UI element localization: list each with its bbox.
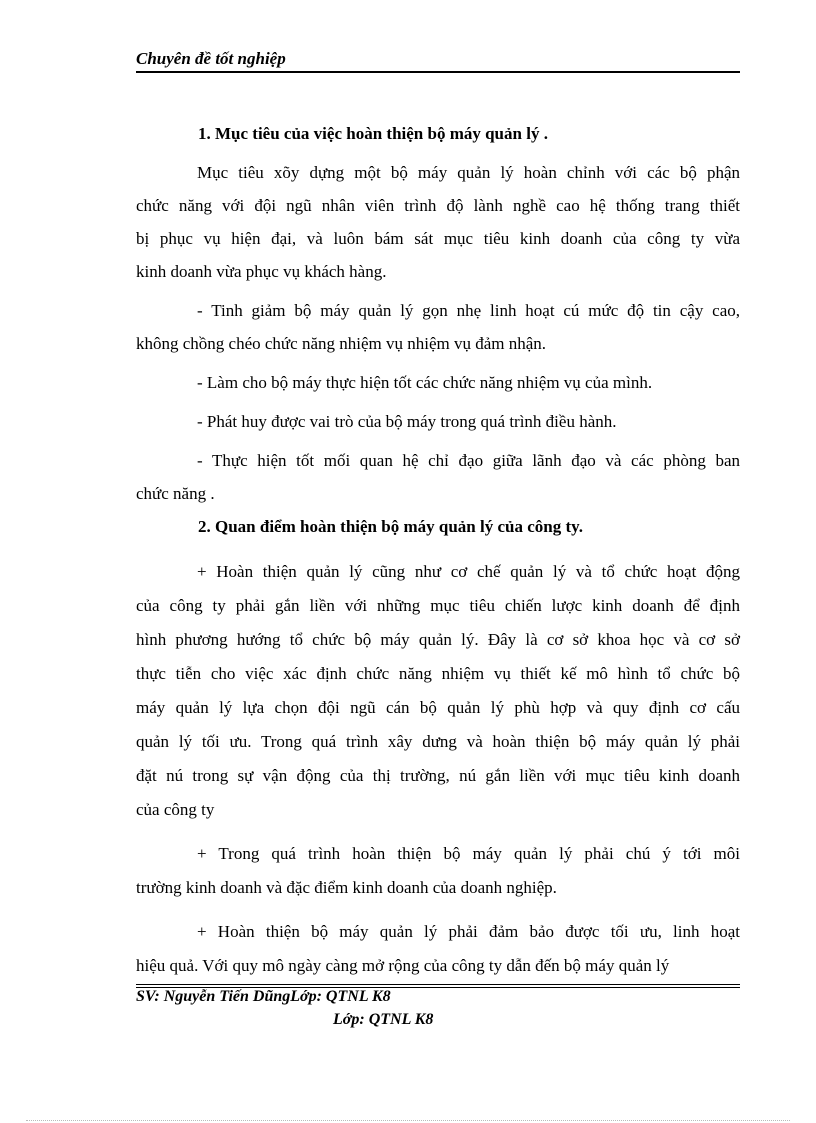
section-heading: 1. Mục tiêu của việc hoàn thiện bộ máy quản lý . [198, 123, 548, 143]
paragraph [136, 405, 740, 438]
paragraph-line: quản lý tối ưu. Trong quá trình xây dưng và hoàn thiện bộ máy quản lý phải [136, 731, 740, 751]
paragraph-line: kinh doanh vừa phục vụ khách hàng. [136, 261, 387, 281]
paragraph-line: chức năng với đội ngũ nhân viên trình độ lành nghề cao hệ thống trang thiết [136, 195, 740, 215]
footer-class: Lớp: QTNL K8 [333, 1011, 434, 1028]
paragraph-line: hiệu quả. Với quy mô ngày càng mở rộng của công ty dẫn đến bộ máy quản lý [136, 955, 670, 975]
paragraph-line: - Thực hiện tốt mối quan hệ chỉ đạo giữa lãnh đạo và các phòng ban [197, 450, 740, 470]
paragraph-line: + Hoàn thiện bộ máy quản lý phải đảm bảo được tối ưu, linh hoạt [197, 921, 740, 941]
paragraph [136, 837, 740, 905]
paragraph-line: + Trong quá trình hoàn thiện bộ máy quản lý phải chú ý tới môi [197, 843, 740, 863]
paragraph-line: + Hoàn thiện quản lý cũng như cơ chế quản lý và tổ chức hoạt động [197, 561, 740, 581]
section-heading: 2. Quan điểm hoàn thiện bộ máy quản lý của công ty. [198, 516, 583, 536]
paragraph-line: thực tiễn cho việc xác định chức năng nhiệm vụ thiết kế mô hình tổ chức bộ [136, 663, 740, 683]
paragraph-line: máy quản lý lựa chọn đội ngũ cán bộ quản lý phù hợp và quy định cơ cấu [136, 697, 740, 717]
paragraph-line: chức năng . [136, 483, 215, 503]
paragraph-line: - Phát huy được vai trò của bộ máy trong quá trình điều hành. [197, 411, 617, 431]
paragraph-line: đặt nú trong sự vận động của thị trường, nú gắn liền với mục tiêu kinh doanh [136, 765, 740, 785]
page-header-title: Chuyên đề tốt nghiệp [136, 49, 286, 68]
paragraph [136, 156, 740, 288]
paragraph-line: trường kinh doanh và đặc điểm kinh doanh của doanh nghiệp. [136, 877, 557, 897]
paragraph [136, 555, 740, 827]
header-rule [136, 71, 740, 73]
paragraph [136, 444, 740, 510]
paragraph-line: bị phục vụ hiện đại, và luôn bám sát mục tiêu kinh doanh của công ty vừa [136, 228, 740, 248]
paragraph [136, 915, 740, 983]
footer-student-name: SV: Nguyễn Tiến DũngLớp: QTNL K8 [136, 988, 391, 1005]
paragraph-line: của công ty [136, 799, 215, 819]
paragraph [136, 294, 740, 360]
paragraph-line: của công ty phải gắn liền với những mục tiêu chiến lược kinh doanh để định [136, 595, 740, 615]
paragraph-line: không chồng chéo chức năng nhiệm vụ nhiệm vụ đảm nhận. [136, 333, 547, 353]
paragraph-line: Mục tiêu xõy dựng một bộ máy quản lý hoàn chỉnh với các bộ phận [197, 162, 740, 182]
footer-rule-top [136, 984, 740, 985]
page-edge-divider [26, 1120, 790, 1121]
document-body [136, 117, 740, 983]
paragraph-line: - Tinh giảm bộ máy quản lý gọn nhẹ linh hoạt cú mức độ tin cậy cao, [197, 300, 740, 320]
paragraph-line: hình phương hướng tổ chức bộ máy quản lý. Đây là cơ sở khoa học và cơ sở [136, 629, 740, 649]
paragraph-line: - Làm cho bộ máy thực hiện tốt các chức năng nhiệm vụ của mình. [197, 372, 653, 392]
paragraph [136, 366, 740, 399]
